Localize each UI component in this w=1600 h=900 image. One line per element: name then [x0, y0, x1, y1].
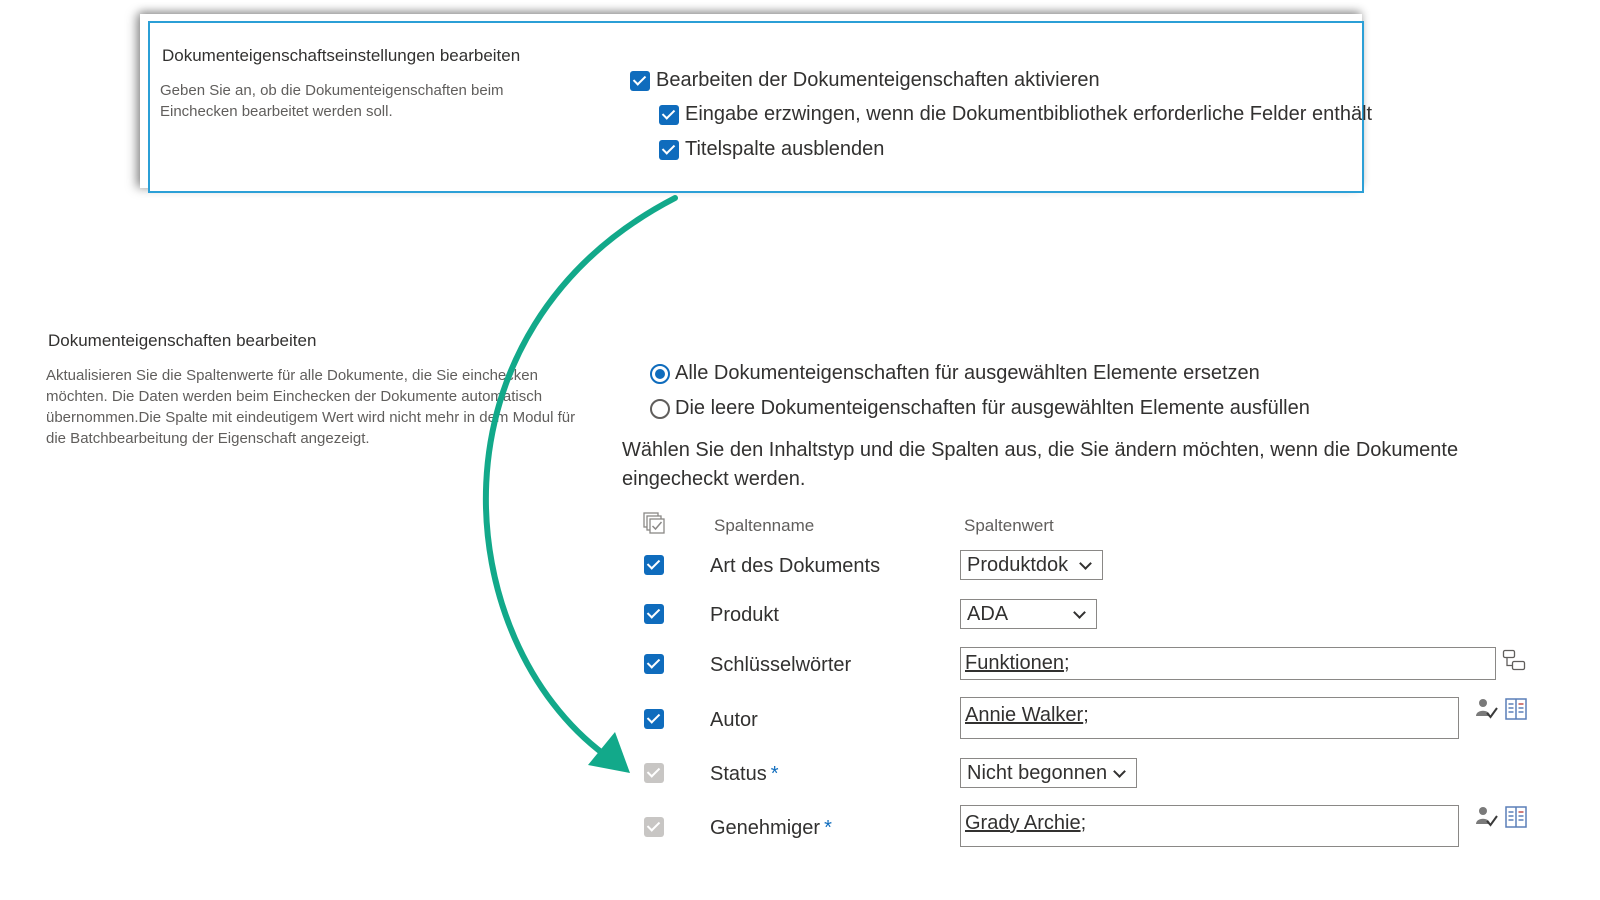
- term-token[interactable]: Funktionen: [965, 652, 1064, 674]
- enable-editing-checkbox[interactable]: [630, 71, 650, 91]
- dropdown-produkt[interactable]: ADA: [960, 599, 1097, 629]
- dropdown-status[interactable]: Nicht begonnen: [960, 758, 1137, 788]
- term-picker-icon[interactable]: [1502, 649, 1526, 673]
- check-names-icon[interactable]: [1475, 805, 1499, 829]
- row-label-status: Status *: [710, 763, 779, 785]
- edit-section-description: Aktualisieren Sie die Spaltenwerte für alle Dokumente, die Sie einchecken möchten. Die Daten werden beim Einchecken der Dokumente automatisch übernommen.Die Spalte mit eindeutigem Wert wird nicht mehr in dem Modul für die Batchbearbeitung der Eigenschaft angezeigt.: [46, 367, 576, 447]
- chevron-down-icon: [1073, 606, 1086, 619]
- row-label-schluesselwoerter: Schlüsselwörter: [710, 654, 852, 676]
- person-token[interactable]: Annie Walker: [965, 704, 1084, 726]
- radio-fill-empty-label: Die leere Dokumenteigenschaften für ausgewählten Elemente ausfüllen: [675, 397, 1310, 419]
- row-checkbox-autor[interactable]: [644, 709, 664, 729]
- enable-editing-label: Bearbeiten der Dokumenteigenschaften aktivieren: [656, 69, 1100, 91]
- dropdown-art-des-dokuments[interactable]: Produktdok: [960, 550, 1103, 580]
- row-label-art-des-dokuments: Art des Dokuments: [710, 555, 881, 577]
- chevron-down-icon: [1113, 765, 1126, 778]
- column-header-value: Spaltenwert: [964, 516, 1054, 535]
- radio-replace-all[interactable]: [650, 362, 1260, 385]
- settings-panel-title: Dokumenteigenschaftseinstellungen bearbeiten: [162, 46, 521, 65]
- radio-replace-all-label: Alle Dokumenteigenschaften für ausgewählten Elemente ersetzen: [675, 362, 1260, 384]
- row-checkbox-genehmiger: [644, 817, 664, 837]
- chevron-down-icon: [1079, 557, 1092, 570]
- taxonomy-input-schluesselwoerter[interactable]: Funktionen ;: [960, 647, 1496, 680]
- radio-fill-empty-button[interactable]: [650, 399, 670, 419]
- row-label-genehmiger: Genehmiger *: [710, 817, 832, 839]
- required-marker: *: [824, 817, 832, 839]
- select-all-checkboxes-icon[interactable]: [643, 512, 665, 536]
- column-header-name: Spaltenname: [714, 516, 815, 535]
- check-names-icon[interactable]: [1475, 697, 1499, 721]
- address-book-icon[interactable]: [1504, 805, 1528, 829]
- hide-title-column-label: Titelspalte ausblenden: [685, 138, 885, 160]
- edit-section-title: Dokumenteigenschaften bearbeiten: [48, 331, 317, 350]
- person-token[interactable]: Grady Archie: [965, 812, 1081, 834]
- row-checkbox-schluesselwoerter[interactable]: [644, 654, 664, 674]
- radio-replace-all-button[interactable]: [650, 364, 670, 384]
- people-picker-autor[interactable]: Annie Walker ;: [960, 697, 1459, 739]
- hide-title-column-checkbox[interactable]: [659, 140, 679, 160]
- settings-panel: [148, 21, 1373, 193]
- row-checkbox-produkt[interactable]: [644, 604, 664, 624]
- option-force-input[interactable]: [659, 103, 1372, 126]
- force-input-label: Eingabe erzwingen, wenn die Dokumentbibliothek erforderliche Felder enthält: [685, 103, 1373, 125]
- instruction-text: Wählen Sie den Inhaltstyp und die Spalten aus, die Sie ändern möchten, wenn die Dokumente eingecheckt werden.: [622, 439, 1459, 490]
- force-input-checkbox[interactable]: [659, 105, 679, 125]
- row-checkbox-status: [644, 763, 664, 783]
- option-enable-editing[interactable]: [630, 69, 1100, 92]
- row-label-produkt: Produkt: [710, 604, 779, 626]
- option-hide-title-column[interactable]: [659, 138, 884, 161]
- row-checkbox-art-des-dokuments[interactable]: [644, 555, 664, 575]
- address-book-icon[interactable]: [1504, 697, 1528, 721]
- settings-panel-description: Geben Sie an, ob die Dokumenteigenschaften beim Einchecken bearbeitet werden soll.: [160, 82, 504, 120]
- radio-fill-empty[interactable]: [650, 397, 1310, 420]
- people-picker-genehmiger[interactable]: Grady Archie ;: [960, 805, 1459, 847]
- required-marker: *: [770, 763, 779, 785]
- row-label-autor: Autor: [710, 709, 758, 731]
